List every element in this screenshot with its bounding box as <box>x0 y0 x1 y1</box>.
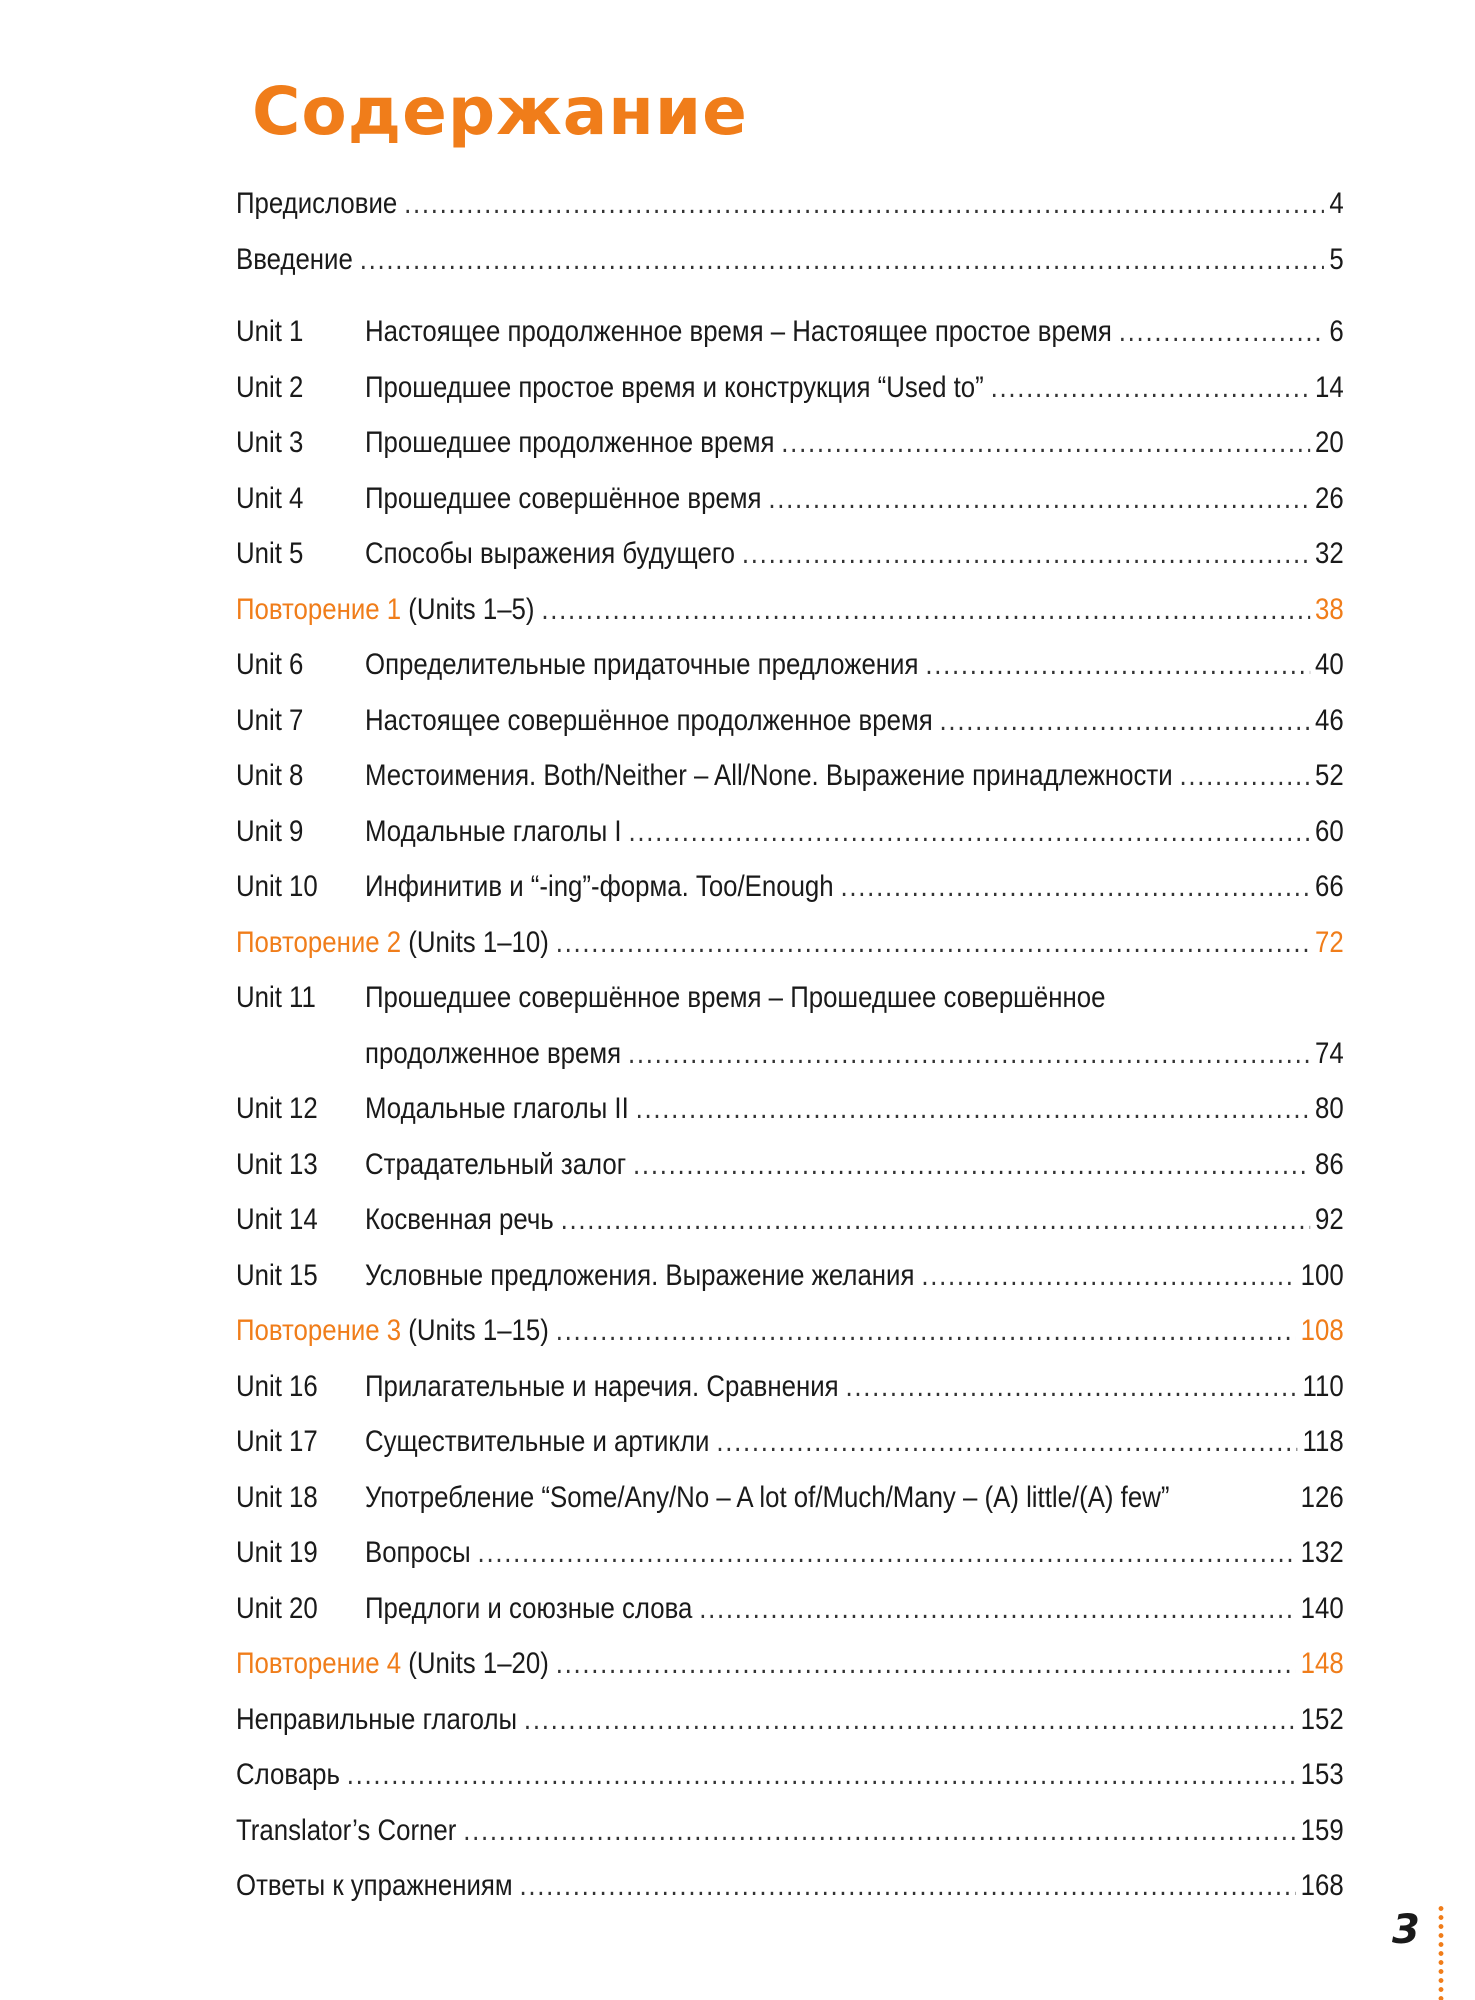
toc-page-number: 46 <box>1314 703 1344 737</box>
toc-leader-dots <box>347 1747 1296 1803</box>
toc-review-title <box>236 915 549 971</box>
toc-page-number: 132 <box>1300 1536 1344 1569</box>
toc-page-number: 108 <box>1300 1314 1344 1347</box>
toc-review-label: Повторение 4 <box>236 1647 402 1680</box>
toc-page-number: 72 <box>1314 925 1344 959</box>
toc-leader-dots <box>781 415 1310 471</box>
toc-leader-dots <box>1119 304 1324 360</box>
toc-review-title <box>236 582 534 638</box>
page-title: Содержание <box>252 73 748 150</box>
toc-entry[interactable] <box>236 1470 1344 1526</box>
toc-leader-dots <box>519 1858 1295 1914</box>
toc-page-number: 126 <box>1300 1480 1344 1514</box>
toc-unit-label: Unit 4 <box>236 481 304 515</box>
toc-unit-label: Unit 5 <box>236 537 304 570</box>
toc-entry-title: Способы выражения будущего <box>365 537 736 570</box>
toc-page-number: 66 <box>1314 870 1344 903</box>
toc-entry[interactable] <box>236 1414 1344 1470</box>
toc-leader-dots <box>628 1026 1310 1082</box>
toc-leader-dots <box>556 1636 1296 1692</box>
toc-page-number: 60 <box>1314 814 1344 848</box>
toc-entry[interactable] <box>236 1359 1344 1415</box>
toc-entry[interactable] <box>236 304 1344 360</box>
toc-entry[interactable] <box>236 1581 1344 1637</box>
toc-leader-dots <box>742 526 1310 582</box>
toc-entry-title: Прилагательные и наречия. Сравнения <box>365 1369 839 1403</box>
toc-entry[interactable] <box>236 1137 1344 1193</box>
toc-entry[interactable] <box>236 176 1344 232</box>
toc-entry[interactable] <box>236 1803 1344 1859</box>
toc-entry-title: Настоящее продолженное время – Настоящее простое время <box>365 315 1112 348</box>
toc-page-number: 148 <box>1300 1647 1344 1680</box>
toc-unit-label: Unit 20 <box>236 1591 318 1625</box>
toc-page-number: 38 <box>1314 592 1344 626</box>
toc-unit-label: Unit 8 <box>236 759 304 792</box>
toc-leader-dots <box>699 1581 1295 1637</box>
toc-entry[interactable] <box>236 1636 1344 1692</box>
toc-entry[interactable] <box>236 1747 1344 1803</box>
toc-page-number: 14 <box>1314 370 1344 404</box>
toc-unit-label: Unit 7 <box>236 703 304 737</box>
toc-entry-title: Существительные и артикли <box>365 1425 710 1458</box>
toc-unit-label: Unit 10 <box>236 870 318 903</box>
toc-leader-dots <box>541 582 1309 638</box>
toc-page-number: 118 <box>1302 1425 1344 1458</box>
toc-review-label: Повторение 1 <box>236 592 402 626</box>
toc-leader-dots <box>360 232 1324 288</box>
toc-leader-dots <box>925 637 1310 693</box>
toc-unit-label: Unit 11 <box>236 981 316 1014</box>
toc-unit-label: Unit 17 <box>236 1425 318 1458</box>
toc-leader-dots <box>841 859 1310 915</box>
toc-page-number: 52 <box>1314 759 1344 792</box>
toc-entry-title: Вопросы <box>365 1536 471 1569</box>
toc-entry[interactable] <box>236 1692 1344 1748</box>
toc-leader-dots <box>478 1525 1296 1581</box>
toc-entry[interactable] <box>236 1858 1344 1914</box>
toc-review-range: (Units 1–15) <box>401 1314 549 1347</box>
toc-leader-dots <box>768 471 1309 527</box>
toc-unit-label: Unit 16 <box>236 1369 318 1403</box>
toc-entry[interactable] <box>236 1248 1344 1304</box>
toc-entry-title: Введение <box>236 242 353 276</box>
toc-leader-dots <box>1180 748 1310 804</box>
toc-page-number: 100 <box>1300 1258 1344 1292</box>
toc-page-number: 92 <box>1314 1203 1344 1236</box>
toc-entry-title: Прошедшее совершённое время <box>365 481 762 515</box>
toc-unit-label: Unit 19 <box>236 1536 318 1569</box>
toc-leader-dots <box>636 1081 1310 1137</box>
toc-page-number: 80 <box>1314 1092 1344 1125</box>
toc-page-number: 152 <box>1300 1702 1344 1736</box>
toc-unit-label: Unit 9 <box>236 814 304 848</box>
toc-review-range: (Units 1–5) <box>401 592 535 626</box>
toc-leader-dots <box>524 1692 1296 1748</box>
toc-page-number: 6 <box>1329 315 1344 348</box>
toc-entry-title: Прошедшее простое время и конструкция “Used to” <box>365 370 984 404</box>
toc-entry[interactable] <box>236 1525 1344 1581</box>
toc-page-number: 32 <box>1314 537 1344 570</box>
toc-review-title <box>236 1303 549 1359</box>
toc-entry[interactable] <box>236 970 1344 1026</box>
toc-leader-dots <box>404 176 1324 232</box>
toc-entry[interactable] <box>236 1026 1344 1082</box>
toc-entry[interactable] <box>236 360 1344 416</box>
toc-entry-title: Косвенная речь <box>365 1203 554 1236</box>
toc-entry-title: Неправильные глаголы <box>236 1702 518 1736</box>
toc-leader-dots <box>991 360 1310 416</box>
toc-entry[interactable] <box>236 526 1344 582</box>
dotted-margin-rule <box>1438 1904 1444 2000</box>
toc-page-number: 110 <box>1302 1369 1344 1403</box>
toc-entry[interactable] <box>236 859 1344 915</box>
toc-entry-title: Условные предложения. Выражение желания <box>365 1258 915 1292</box>
toc-unit-label: Unit 13 <box>236 1147 318 1181</box>
toc-unit-label: Unit 1 <box>236 315 304 348</box>
toc-unit-label: Unit 3 <box>236 426 304 459</box>
toc-leader-dots <box>561 1192 1310 1248</box>
toc-entry-title: Словарь <box>236 1758 340 1791</box>
toc-entry[interactable] <box>236 1303 1344 1359</box>
toc-entry[interactable] <box>236 582 1344 638</box>
toc-leader-dots <box>628 804 1309 860</box>
toc-page-number: 5 <box>1329 242 1344 276</box>
toc-page-number: 153 <box>1300 1758 1344 1791</box>
toc-entry[interactable] <box>236 1192 1344 1248</box>
toc-entry-title: Translator’s Corner <box>236 1813 457 1847</box>
toc-entry-title: Предлоги и союзные слова <box>365 1591 693 1625</box>
page-number: 3 <box>1392 1907 1420 1953</box>
toc-page-number: 74 <box>1314 1036 1344 1070</box>
toc-page-number: 140 <box>1300 1591 1344 1625</box>
toc-unit-label: Unit 6 <box>236 648 304 681</box>
toc-leader-dots <box>463 1803 1295 1859</box>
toc-entry-title: Инфинитив и “-ing”-форма. Too/Enough <box>365 870 834 903</box>
toc-entry[interactable] <box>236 637 1344 693</box>
toc-unit-label: Unit 14 <box>236 1203 318 1236</box>
toc-entry-title: Прошедшее продолженное время <box>365 426 775 459</box>
toc-entry[interactable] <box>236 232 1344 288</box>
toc-review-title <box>236 1636 549 1692</box>
toc-leader-dots <box>556 915 1310 971</box>
toc-entry-title: Определительные придаточные предложения <box>365 648 919 681</box>
toc-unit-label: Unit 12 <box>236 1092 318 1125</box>
toc-entry-title: Модальные глаголы II <box>365 1092 629 1125</box>
toc-review-label: Повторение 3 <box>236 1314 402 1347</box>
toc-entry[interactable] <box>236 415 1344 471</box>
toc-entry-title: Настоящее совершённое продолженное время <box>365 703 933 737</box>
toc-entry-title: Модальные глаголы I <box>365 814 622 848</box>
toc-leader-dots <box>716 1414 1297 1470</box>
toc-entry-title: Предисловие <box>236 187 398 220</box>
toc-page-number: 4 <box>1329 187 1344 220</box>
toc-entry[interactable] <box>236 748 1344 804</box>
toc-unit-label: Unit 2 <box>236 370 304 404</box>
toc-entry[interactable] <box>236 915 1344 971</box>
toc-page-number: 26 <box>1314 481 1344 515</box>
toc-entry-title: Употребление “Some/Any/No – A lot of/Much/Many – (A) little/(A) few” <box>365 1480 1170 1514</box>
table-of-contents <box>236 176 1344 1914</box>
toc-entry-title: Прошедшее совершённое время – Прошедшее совершённое <box>365 981 1106 1014</box>
toc-review-range: (Units 1–20) <box>401 1647 549 1680</box>
toc-entry[interactable] <box>236 693 1344 749</box>
toc-entry-title: Страдательный залог <box>365 1147 627 1181</box>
toc-entry-title: продолженное время <box>365 1036 622 1070</box>
toc-page-number: 86 <box>1314 1147 1344 1181</box>
toc-page-number: 168 <box>1300 1869 1344 1902</box>
toc-entry[interactable] <box>236 1081 1344 1137</box>
toc-unit-label: Unit 15 <box>236 1258 318 1292</box>
toc-page-number: 159 <box>1300 1813 1344 1847</box>
toc-review-range: (Units 1–10) <box>401 925 549 959</box>
toc-entry[interactable] <box>236 471 1344 527</box>
toc-leader-dots <box>556 1303 1296 1359</box>
toc-review-label: Повторение 2 <box>236 925 402 959</box>
toc-unit-label: Unit 18 <box>236 1480 318 1514</box>
toc-leader-dots <box>633 1137 1310 1193</box>
toc-page-number: 20 <box>1314 426 1344 459</box>
toc-leader-dots <box>845 1359 1297 1415</box>
toc-page-number: 40 <box>1314 648 1344 681</box>
toc-leader-dots <box>940 693 1310 749</box>
toc-leader-dots <box>921 1248 1295 1304</box>
toc-entry[interactable] <box>236 804 1344 860</box>
toc-entry-title: Ответы к упражнениям <box>236 1869 513 1902</box>
toc-entry-title: Местоимения. Both/Neither – All/None. Выражение принадлежности <box>365 759 1173 792</box>
